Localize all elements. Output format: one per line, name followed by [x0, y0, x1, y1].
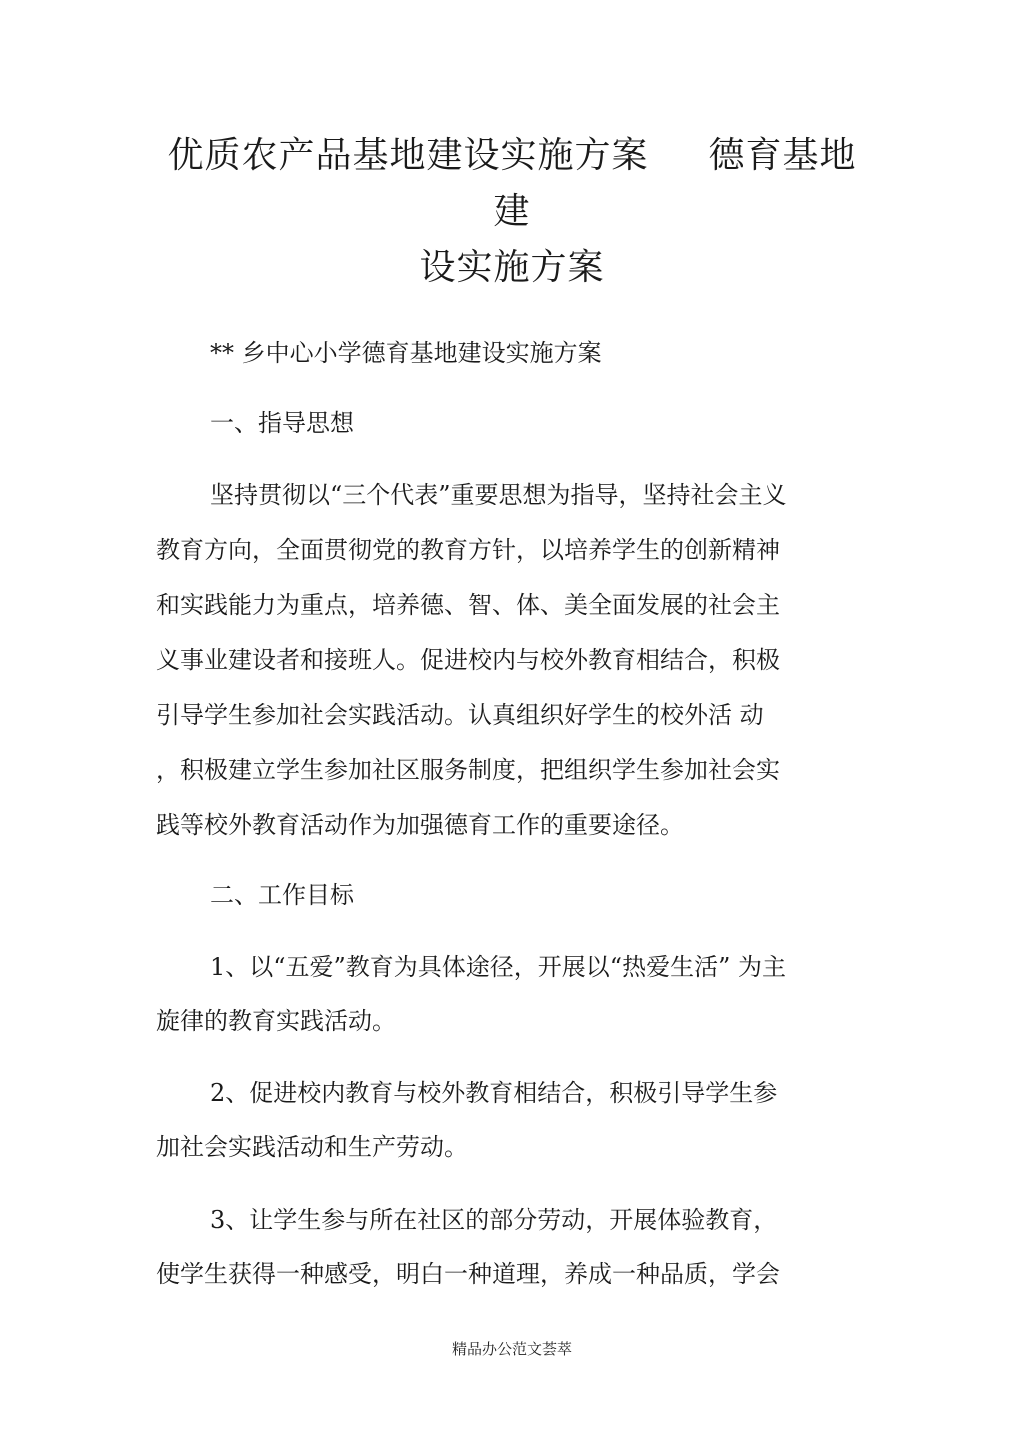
paragraph-line: ，积极建立学生参加社区服务制度，把组织学生参加社会实	[156, 756, 780, 784]
goal-item-3-line-1: 3、让学生参与所在社区的部分劳动，开展体验教育，	[210, 1206, 778, 1234]
section-1-heading: 一、指导思想	[210, 409, 354, 437]
paragraph-line: 教育方向，全面贯彻党的教育方针，以培养学生的创新精神	[156, 536, 780, 564]
title-part-2: 德育基地建	[493, 135, 857, 232]
title-part-3: 设实施方案	[419, 247, 605, 288]
goal-item-3-line-2: 使学生获得一种感受，明白一种道理，养成一种品质，学会	[156, 1260, 780, 1288]
paragraph-line: 引导学生参加社会实践活动。认真组织好学生的校外活 动	[156, 701, 764, 729]
page-footer: 精品办公范文荟萃	[451, 1340, 572, 1358]
goal-item-2-line-1: 2、促进校内教育与校外教育相结合，积极引导学生参	[210, 1079, 778, 1107]
paragraph-line: 坚持贯彻以“三个代表”重要思想为指导，坚持社会主义	[210, 481, 787, 509]
goal-item-1-line-2: 旋律的教育实践活动。	[156, 1007, 396, 1035]
paragraph-line: 义事业建设者和接班人。促进校内与校外教育相结合，积极	[156, 646, 780, 674]
goal-item-1-line-1: 1、以“五爱”教育为具体途径，开展以“热爱生活” 为主	[210, 953, 786, 981]
section-2-heading: 二、工作目标	[210, 881, 354, 909]
document-title	[150, 128, 874, 296]
title-part-1: 优质农产品基地建设实施方案	[167, 135, 649, 176]
goal-item-2-line-2: 加社会实践活动和生产劳动。	[156, 1133, 468, 1161]
paragraph-line: 和实践能力为重点，培养德、智、体、美全面发展的社会主	[156, 591, 780, 619]
paragraph-line: 践等校外教育活动作为加强德育工作的重要途径。	[156, 811, 684, 839]
subtitle: ** 乡中心小学德育基地建设实施方案	[210, 339, 602, 367]
